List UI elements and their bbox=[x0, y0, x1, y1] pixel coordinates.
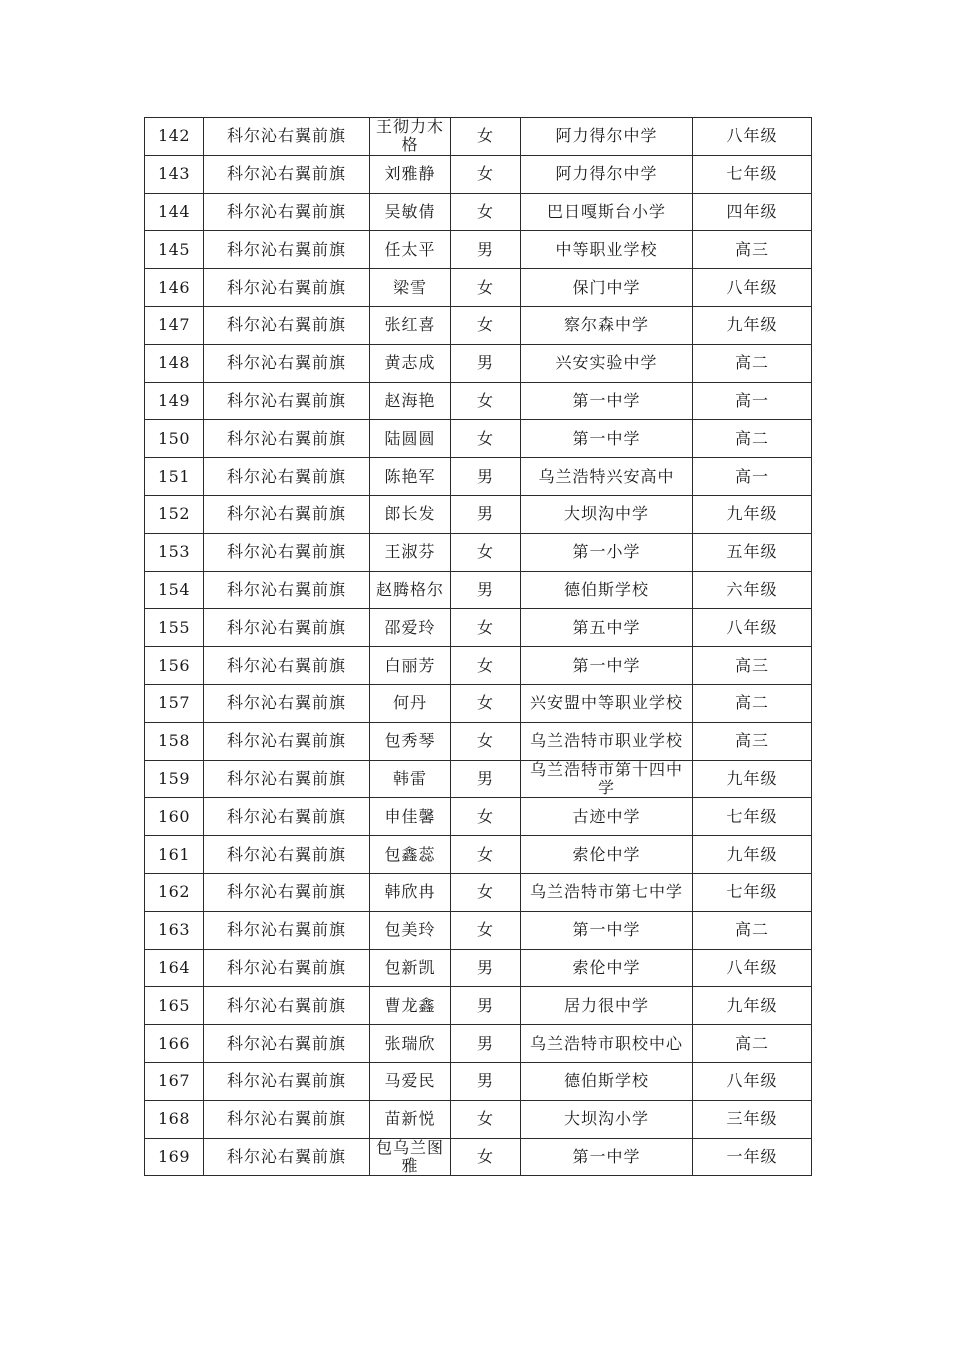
row-number: 158 bbox=[145, 722, 204, 760]
row-name: 梁雪 bbox=[370, 269, 451, 307]
table-row bbox=[145, 533, 812, 571]
row-gender: 女 bbox=[451, 193, 521, 231]
row-gender: 女 bbox=[451, 647, 521, 685]
row-gender: 男 bbox=[451, 495, 521, 533]
row-school: 古迹中学 bbox=[521, 798, 693, 836]
row-school: 居力很中学 bbox=[521, 987, 693, 1025]
row-region: 科尔沁右翼前旗 bbox=[204, 306, 370, 344]
row-number: 144 bbox=[145, 193, 204, 231]
row-gender: 男 bbox=[451, 760, 521, 798]
row-region: 科尔沁右翼前旗 bbox=[204, 495, 370, 533]
row-number: 159 bbox=[145, 760, 204, 798]
row-gender: 男 bbox=[451, 571, 521, 609]
row-grade: 高二 bbox=[693, 684, 812, 722]
row-gender: 女 bbox=[451, 722, 521, 760]
row-number: 164 bbox=[145, 949, 204, 987]
table-row bbox=[145, 987, 812, 1025]
row-region: 科尔沁右翼前旗 bbox=[204, 269, 370, 307]
row-school: 兴安实验中学 bbox=[521, 344, 693, 382]
table-row bbox=[145, 231, 812, 269]
row-region: 科尔沁右翼前旗 bbox=[204, 420, 370, 458]
table-row bbox=[145, 684, 812, 722]
row-number: 165 bbox=[145, 987, 204, 1025]
row-grade: 八年级 bbox=[693, 949, 812, 987]
row-region: 科尔沁右翼前旗 bbox=[204, 987, 370, 1025]
row-region: 科尔沁右翼前旗 bbox=[204, 1138, 370, 1176]
row-grade: 高二 bbox=[693, 344, 812, 382]
row-school: 第一中学 bbox=[521, 1138, 693, 1176]
row-region: 科尔沁右翼前旗 bbox=[204, 193, 370, 231]
row-gender: 男 bbox=[451, 1025, 521, 1063]
row-grade: 八年级 bbox=[693, 1062, 812, 1100]
row-region: 科尔沁右翼前旗 bbox=[204, 231, 370, 269]
table-row bbox=[145, 382, 812, 420]
row-name: 苗新悦 bbox=[370, 1100, 451, 1138]
table-row bbox=[145, 344, 812, 382]
row-number: 150 bbox=[145, 420, 204, 458]
row-school: 保门中学 bbox=[521, 269, 693, 307]
row-gender: 女 bbox=[451, 1138, 521, 1176]
row-region: 科尔沁右翼前旗 bbox=[204, 836, 370, 874]
row-name: 陈艳军 bbox=[370, 458, 451, 496]
row-region: 科尔沁右翼前旗 bbox=[204, 609, 370, 647]
row-name: 吴敏倩 bbox=[370, 193, 451, 231]
row-grade: 高二 bbox=[693, 420, 812, 458]
table-row bbox=[145, 495, 812, 533]
row-gender: 女 bbox=[451, 533, 521, 571]
row-gender: 女 bbox=[451, 798, 521, 836]
row-grade: 高一 bbox=[693, 382, 812, 420]
row-grade: 一年级 bbox=[693, 1138, 812, 1176]
row-school: 第一中学 bbox=[521, 382, 693, 420]
row-school: 兴安盟中等职业学校 bbox=[521, 684, 693, 722]
row-name: 包美玲 bbox=[370, 911, 451, 949]
row-gender: 女 bbox=[451, 420, 521, 458]
row-region: 科尔沁右翼前旗 bbox=[204, 344, 370, 382]
row-school: 阿力得尔中学 bbox=[521, 118, 693, 156]
row-number: 153 bbox=[145, 533, 204, 571]
row-number: 152 bbox=[145, 495, 204, 533]
row-number: 143 bbox=[145, 155, 204, 193]
row-name: 赵海艳 bbox=[370, 382, 451, 420]
row-region: 科尔沁右翼前旗 bbox=[204, 722, 370, 760]
row-region: 科尔沁右翼前旗 bbox=[204, 533, 370, 571]
table-row bbox=[145, 647, 812, 685]
row-region: 科尔沁右翼前旗 bbox=[204, 571, 370, 609]
row-region: 科尔沁右翼前旗 bbox=[204, 458, 370, 496]
row-school: 阿力得尔中学 bbox=[521, 155, 693, 193]
table-row bbox=[145, 1062, 812, 1100]
table-row bbox=[145, 911, 812, 949]
row-region: 科尔沁右翼前旗 bbox=[204, 1062, 370, 1100]
row-name: 包新凯 bbox=[370, 949, 451, 987]
table-row bbox=[145, 193, 812, 231]
row-name: 邵爱玲 bbox=[370, 609, 451, 647]
row-grade: 九年级 bbox=[693, 306, 812, 344]
row-gender: 男 bbox=[451, 987, 521, 1025]
row-region: 科尔沁右翼前旗 bbox=[204, 118, 370, 156]
table-row bbox=[145, 949, 812, 987]
row-number: 168 bbox=[145, 1100, 204, 1138]
row-school: 乌兰浩特市第十四中学 bbox=[521, 760, 693, 798]
row-gender: 男 bbox=[451, 344, 521, 382]
row-grade: 九年级 bbox=[693, 495, 812, 533]
row-name: 马爱民 bbox=[370, 1062, 451, 1100]
row-school: 乌兰浩特市职校中心 bbox=[521, 1025, 693, 1063]
row-grade: 高三 bbox=[693, 647, 812, 685]
table-row bbox=[145, 155, 812, 193]
row-school: 德伯斯学校 bbox=[521, 1062, 693, 1100]
row-number: 142 bbox=[145, 118, 204, 156]
row-grade: 高三 bbox=[693, 231, 812, 269]
row-number: 169 bbox=[145, 1138, 204, 1176]
row-name: 曹龙鑫 bbox=[370, 987, 451, 1025]
row-grade: 八年级 bbox=[693, 269, 812, 307]
table-row bbox=[145, 458, 812, 496]
row-school: 索伦中学 bbox=[521, 836, 693, 874]
row-grade: 五年级 bbox=[693, 533, 812, 571]
table-row bbox=[145, 760, 812, 798]
row-grade: 高二 bbox=[693, 911, 812, 949]
row-region: 科尔沁右翼前旗 bbox=[204, 1100, 370, 1138]
table-row bbox=[145, 722, 812, 760]
table-row bbox=[145, 1025, 812, 1063]
table-row bbox=[145, 118, 812, 156]
row-number: 145 bbox=[145, 231, 204, 269]
row-gender: 男 bbox=[451, 949, 521, 987]
row-region: 科尔沁右翼前旗 bbox=[204, 382, 370, 420]
row-school: 第一中学 bbox=[521, 911, 693, 949]
row-school: 第五中学 bbox=[521, 609, 693, 647]
student-roster-table bbox=[144, 117, 812, 1176]
row-school: 第一中学 bbox=[521, 647, 693, 685]
row-gender: 女 bbox=[451, 306, 521, 344]
row-name: 王彻力木格 bbox=[370, 118, 451, 156]
table-row bbox=[145, 609, 812, 647]
row-school: 大坝沟小学 bbox=[521, 1100, 693, 1138]
row-gender: 女 bbox=[451, 911, 521, 949]
table-row bbox=[145, 836, 812, 874]
row-grade: 四年级 bbox=[693, 193, 812, 231]
table-row bbox=[145, 306, 812, 344]
table-row bbox=[145, 1100, 812, 1138]
table-row bbox=[145, 873, 812, 911]
row-number: 167 bbox=[145, 1062, 204, 1100]
row-grade: 八年级 bbox=[693, 609, 812, 647]
row-number: 154 bbox=[145, 571, 204, 609]
row-number: 157 bbox=[145, 684, 204, 722]
row-grade: 九年级 bbox=[693, 836, 812, 874]
row-number: 161 bbox=[145, 836, 204, 874]
row-gender: 女 bbox=[451, 382, 521, 420]
row-gender: 男 bbox=[451, 458, 521, 496]
table-row bbox=[145, 420, 812, 458]
row-number: 149 bbox=[145, 382, 204, 420]
row-gender: 女 bbox=[451, 155, 521, 193]
row-name: 张瑞欣 bbox=[370, 1025, 451, 1063]
row-grade: 七年级 bbox=[693, 798, 812, 836]
row-region: 科尔沁右翼前旗 bbox=[204, 647, 370, 685]
row-name: 白丽芳 bbox=[370, 647, 451, 685]
row-school: 索伦中学 bbox=[521, 949, 693, 987]
row-gender: 女 bbox=[451, 609, 521, 647]
row-number: 155 bbox=[145, 609, 204, 647]
table-row bbox=[145, 798, 812, 836]
row-region: 科尔沁右翼前旗 bbox=[204, 760, 370, 798]
row-gender: 女 bbox=[451, 269, 521, 307]
row-number: 151 bbox=[145, 458, 204, 496]
row-school: 巴日嘎斯台小学 bbox=[521, 193, 693, 231]
row-number: 156 bbox=[145, 647, 204, 685]
row-gender: 男 bbox=[451, 231, 521, 269]
row-grade: 八年级 bbox=[693, 118, 812, 156]
row-grade: 七年级 bbox=[693, 873, 812, 911]
row-number: 162 bbox=[145, 873, 204, 911]
row-name: 郎长发 bbox=[370, 495, 451, 533]
row-name: 韩欣冉 bbox=[370, 873, 451, 911]
row-gender: 女 bbox=[451, 873, 521, 911]
row-name: 陆圆圆 bbox=[370, 420, 451, 458]
row-region: 科尔沁右翼前旗 bbox=[204, 155, 370, 193]
row-grade: 九年级 bbox=[693, 760, 812, 798]
row-gender: 男 bbox=[451, 1062, 521, 1100]
row-name: 申佳馨 bbox=[370, 798, 451, 836]
row-name: 包秀琴 bbox=[370, 722, 451, 760]
row-grade: 七年级 bbox=[693, 155, 812, 193]
row-name: 黄志成 bbox=[370, 344, 451, 382]
row-number: 160 bbox=[145, 798, 204, 836]
row-name: 包乌兰图雅 bbox=[370, 1138, 451, 1176]
row-grade: 三年级 bbox=[693, 1100, 812, 1138]
row-region: 科尔沁右翼前旗 bbox=[204, 1025, 370, 1063]
row-grade: 九年级 bbox=[693, 987, 812, 1025]
row-grade: 高二 bbox=[693, 1025, 812, 1063]
table-row bbox=[145, 269, 812, 307]
row-grade: 高一 bbox=[693, 458, 812, 496]
row-name: 张红喜 bbox=[370, 306, 451, 344]
row-gender: 女 bbox=[451, 1100, 521, 1138]
row-school: 中等职业学校 bbox=[521, 231, 693, 269]
row-school: 第一小学 bbox=[521, 533, 693, 571]
row-school: 大坝沟中学 bbox=[521, 495, 693, 533]
row-gender: 女 bbox=[451, 684, 521, 722]
row-grade: 高三 bbox=[693, 722, 812, 760]
row-school: 察尔森中学 bbox=[521, 306, 693, 344]
row-school: 乌兰浩特市第七中学 bbox=[521, 873, 693, 911]
row-name: 何丹 bbox=[370, 684, 451, 722]
row-region: 科尔沁右翼前旗 bbox=[204, 798, 370, 836]
row-region: 科尔沁右翼前旗 bbox=[204, 949, 370, 987]
row-school: 乌兰浩特兴安高中 bbox=[521, 458, 693, 496]
row-number: 163 bbox=[145, 911, 204, 949]
row-region: 科尔沁右翼前旗 bbox=[204, 911, 370, 949]
row-number: 148 bbox=[145, 344, 204, 382]
row-name: 韩雷 bbox=[370, 760, 451, 798]
table-row bbox=[145, 1138, 812, 1176]
row-name: 任太平 bbox=[370, 231, 451, 269]
row-gender: 女 bbox=[451, 118, 521, 156]
row-school: 乌兰浩特市职业学校 bbox=[521, 722, 693, 760]
row-region: 科尔沁右翼前旗 bbox=[204, 684, 370, 722]
table-row bbox=[145, 571, 812, 609]
row-number: 147 bbox=[145, 306, 204, 344]
row-name: 王淑芬 bbox=[370, 533, 451, 571]
row-region: 科尔沁右翼前旗 bbox=[204, 873, 370, 911]
row-number: 166 bbox=[145, 1025, 204, 1063]
row-gender: 女 bbox=[451, 836, 521, 874]
row-name: 赵腾格尔 bbox=[370, 571, 451, 609]
row-number: 146 bbox=[145, 269, 204, 307]
row-name: 刘雅静 bbox=[370, 155, 451, 193]
row-school: 德伯斯学校 bbox=[521, 571, 693, 609]
row-grade: 六年级 bbox=[693, 571, 812, 609]
row-name: 包鑫蕊 bbox=[370, 836, 451, 874]
roster-body bbox=[145, 118, 812, 1176]
row-school: 第一中学 bbox=[521, 420, 693, 458]
